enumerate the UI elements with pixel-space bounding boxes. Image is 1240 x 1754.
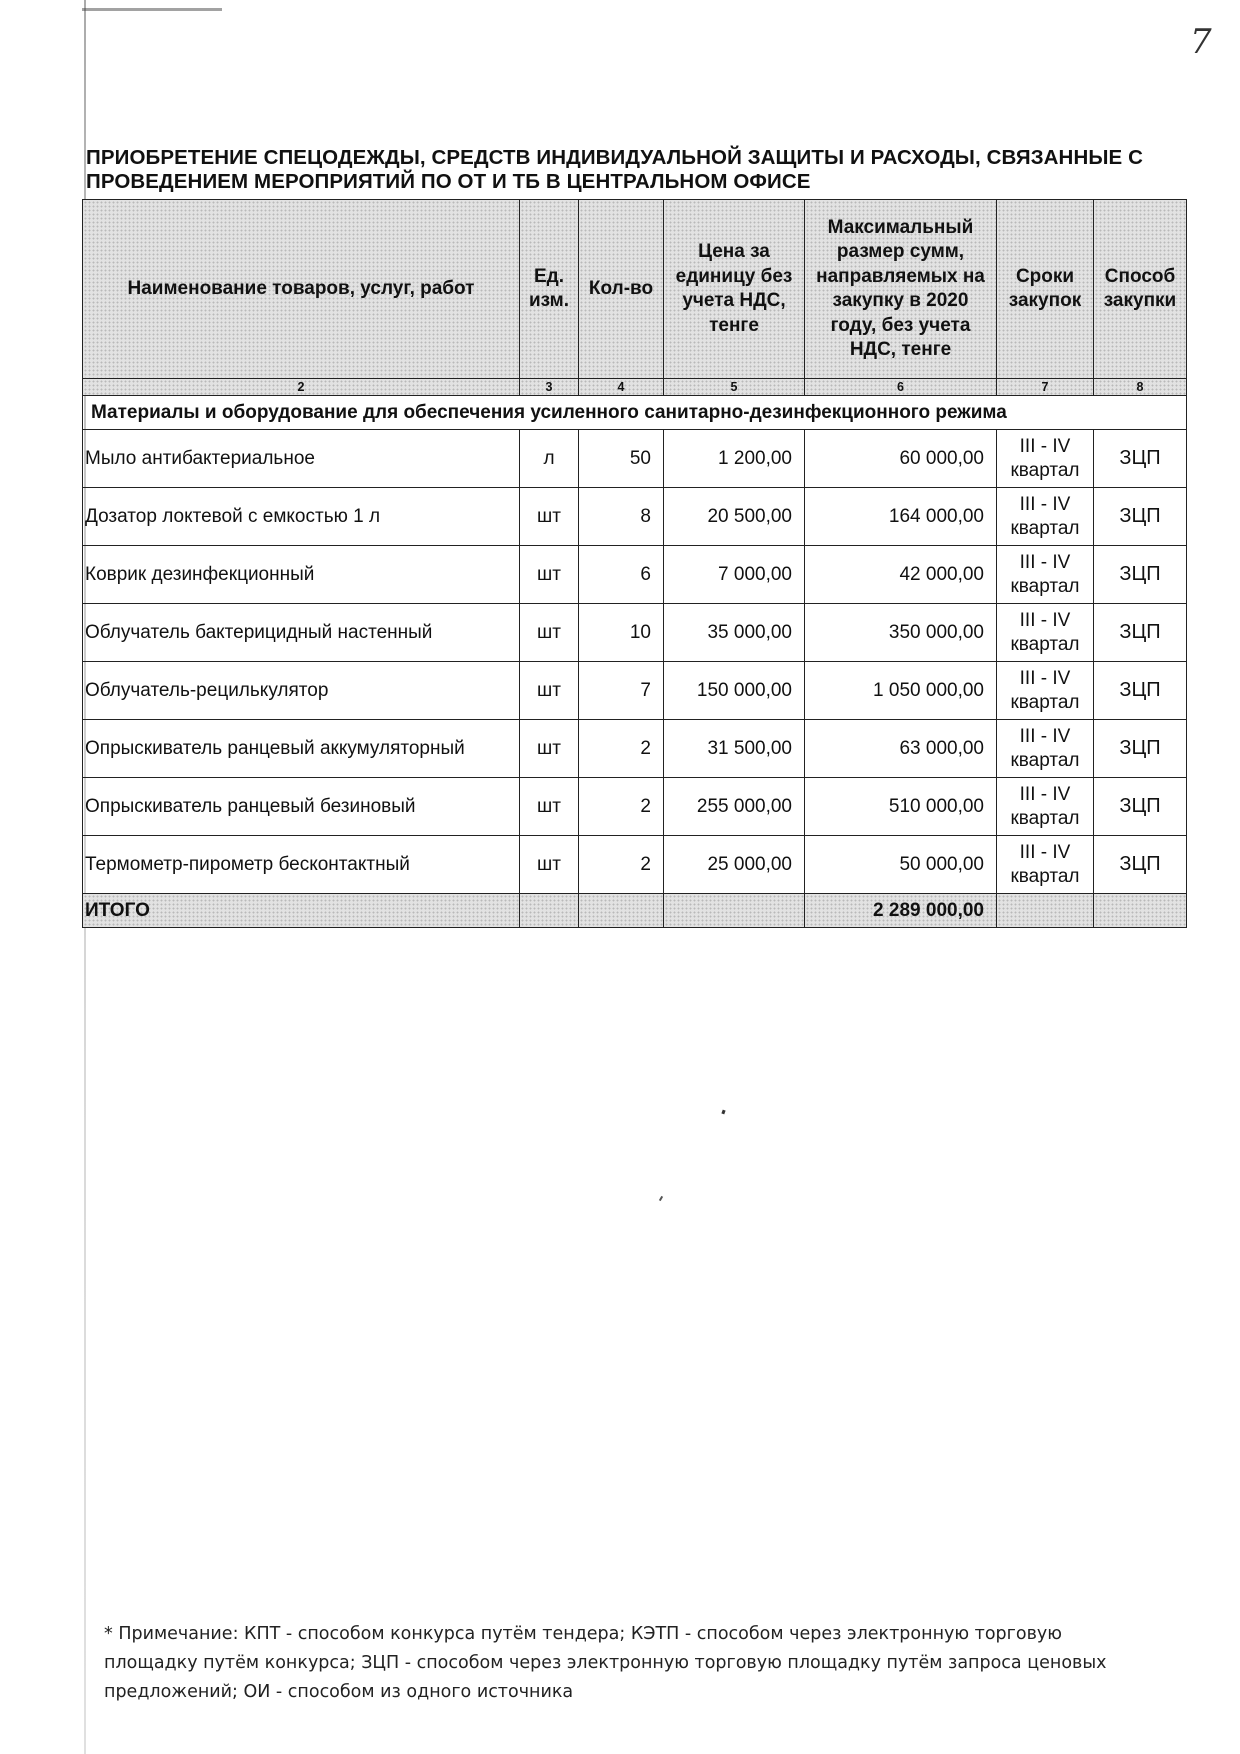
item-method: ЗЦП <box>1094 488 1187 546</box>
table-row <box>83 430 1187 488</box>
item-period: III - IV квартал <box>997 720 1094 778</box>
item-qty: 2 <box>579 836 664 894</box>
header-method: Способ закупки <box>1094 200 1187 379</box>
header-total: Максимальный размер сумм, направляемых на закупку в 2020 году, без учета НДС, тенге <box>805 200 997 379</box>
item-name: Термометр-пирометр бесконтактный <box>83 836 520 894</box>
item-total: 350 000,00 <box>805 604 997 662</box>
item-qty: 2 <box>579 720 664 778</box>
header-unit: Ед. изм. <box>520 200 579 379</box>
item-price: 7 000,00 <box>664 546 805 604</box>
scan-speck <box>659 1196 663 1201</box>
page-number: 7 <box>1190 22 1212 62</box>
scan-speck <box>721 1110 725 1115</box>
total-empty-cell <box>1094 894 1187 928</box>
header-price: Цена за единицу без учета НДС, тенге <box>664 200 805 379</box>
item-period: III - IV квартал <box>997 546 1094 604</box>
item-unit: шт <box>520 546 579 604</box>
table-row <box>83 604 1187 662</box>
item-method: ЗЦП <box>1094 662 1187 720</box>
item-total: 510 000,00 <box>805 778 997 836</box>
item-price: 150 000,00 <box>664 662 805 720</box>
total-empty-cell <box>997 894 1094 928</box>
column-number: 2 <box>83 379 520 396</box>
item-unit: шт <box>520 720 579 778</box>
table-row <box>83 836 1187 894</box>
header-period: Сроки закупок <box>997 200 1094 379</box>
scan-edge-top <box>82 8 222 11</box>
table-row <box>83 662 1187 720</box>
item-unit: шт <box>520 604 579 662</box>
item-name: Коврик дезинфекционный <box>83 546 520 604</box>
column-number: 7 <box>997 379 1094 396</box>
item-method: ЗЦП <box>1094 778 1187 836</box>
item-unit: шт <box>520 836 579 894</box>
column-number: 3 <box>520 379 579 396</box>
item-period: III - IV квартал <box>997 662 1094 720</box>
total-empty-cell <box>520 894 579 928</box>
total-label: ИТОГО <box>83 894 520 928</box>
item-total: 60 000,00 <box>805 430 997 488</box>
item-method: ЗЦП <box>1094 836 1187 894</box>
item-qty: 2 <box>579 778 664 836</box>
total-value: 2 289 000,00 <box>805 894 997 928</box>
header-qty: Кол-во <box>579 200 664 379</box>
item-qty: 50 <box>579 430 664 488</box>
item-period: III - IV квартал <box>997 836 1094 894</box>
table-row <box>83 778 1187 836</box>
item-unit: шт <box>520 778 579 836</box>
total-row <box>83 894 1187 928</box>
item-name: Дозатор локтевой с емкостью 1 л <box>83 488 520 546</box>
item-name: Облучатель-рецилькулятор <box>83 662 520 720</box>
total-empty-cell <box>579 894 664 928</box>
item-total: 42 000,00 <box>805 546 997 604</box>
document-title: ПРИОБРЕТЕНИЕ СПЕЦОДЕЖДЫ, СРЕДСТВ ИНДИВИДУАЛЬНОЙ ЗАЩИТЫ И РАСХОДЫ, СВЯЗАННЫЕ С ПРОВЕДЕНИЕМ МЕРОПРИЯТИЙ ПО ОТ И ТБ В ЦЕНТРАЛЬНОМ ОФИСЕ <box>86 146 1144 193</box>
item-total: 164 000,00 <box>805 488 997 546</box>
item-period: III - IV квартал <box>997 430 1094 488</box>
section-row <box>83 396 1187 430</box>
item-qty: 8 <box>579 488 664 546</box>
item-price: 25 000,00 <box>664 836 805 894</box>
item-name: Мыло антибактериальное <box>83 430 520 488</box>
item-period: III - IV квартал <box>997 778 1094 836</box>
item-price: 35 000,00 <box>664 604 805 662</box>
item-price: 20 500,00 <box>664 488 805 546</box>
footnote: * Примечание: КПТ - способом конкурса путём тендера; КЭТП - способом через электронную торговую площадку путём конкурса; ЗЦП - способом через электронную торговую площадку путём запроса ценовых предложений; ОИ - способом из одного источника <box>104 1624 1107 1702</box>
section-title: Материалы и оборудование для обеспечения усиленного санитарно-дезинфекционного режима <box>83 396 1187 430</box>
item-period: III - IV квартал <box>997 488 1094 546</box>
item-period: III - IV квартал <box>997 604 1094 662</box>
column-number-row <box>83 379 1187 396</box>
table-row <box>83 720 1187 778</box>
column-number: 6 <box>805 379 997 396</box>
item-total: 50 000,00 <box>805 836 997 894</box>
header-name: Наименование товаров, услуг, работ <box>83 200 520 379</box>
item-method: ЗЦП <box>1094 430 1187 488</box>
procurement-table <box>82 199 1187 928</box>
column-number: 8 <box>1094 379 1187 396</box>
item-total: 63 000,00 <box>805 720 997 778</box>
item-unit: л <box>520 430 579 488</box>
table-row <box>83 488 1187 546</box>
item-total: 1 050 000,00 <box>805 662 997 720</box>
item-qty: 6 <box>579 546 664 604</box>
column-number: 5 <box>664 379 805 396</box>
total-empty-cell <box>664 894 805 928</box>
item-unit: шт <box>520 662 579 720</box>
item-unit: шт <box>520 488 579 546</box>
item-method: ЗЦП <box>1094 546 1187 604</box>
item-name: Облучатель бактерицидный настенный <box>83 604 520 662</box>
column-number: 4 <box>579 379 664 396</box>
item-price: 1 200,00 <box>664 430 805 488</box>
item-name: Опрыскиватель ранцевый безиновый <box>83 778 520 836</box>
header-row <box>83 200 1187 379</box>
item-qty: 7 <box>579 662 664 720</box>
item-qty: 10 <box>579 604 664 662</box>
item-price: 255 000,00 <box>664 778 805 836</box>
table-row <box>83 546 1187 604</box>
item-method: ЗЦП <box>1094 604 1187 662</box>
item-price: 31 500,00 <box>664 720 805 778</box>
item-name: Опрыскиватель ранцевый аккумуляторный <box>83 720 520 778</box>
item-method: ЗЦП <box>1094 720 1187 778</box>
